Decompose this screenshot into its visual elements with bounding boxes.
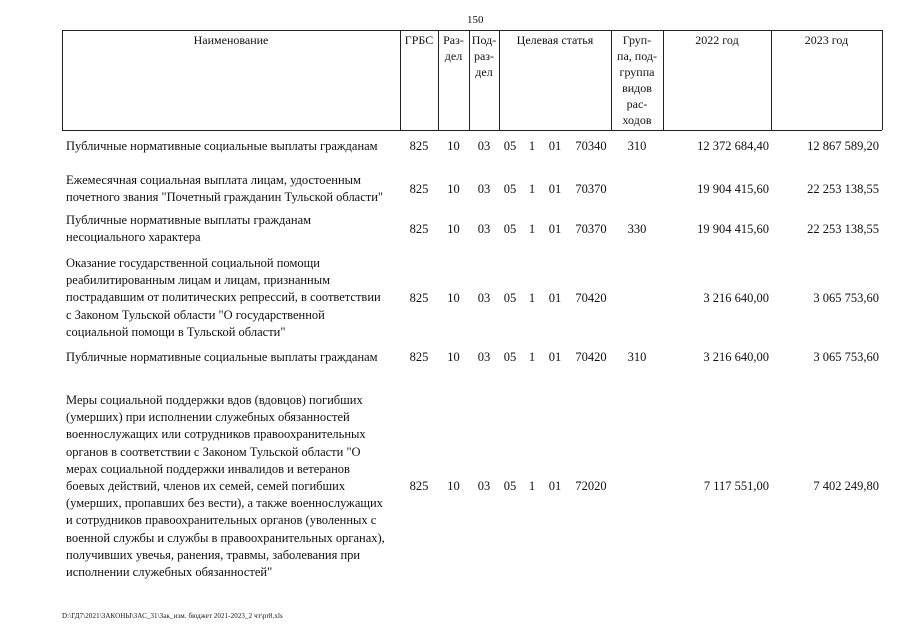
row-cell-cs-2: 01 <box>548 290 562 305</box>
header-podrazdel-line: раз- <box>473 49 495 63</box>
row-cell-cs-1: 1 <box>528 221 536 236</box>
header-bottom-border <box>62 130 882 131</box>
row-cell-podrazdel: 03 <box>477 221 491 236</box>
row-name-line: Меры социальной поддержки вдов (вдовцов) погибших <box>66 393 363 407</box>
row-name <box>66 172 406 206</box>
header-2023: 2023 год <box>804 33 849 47</box>
header-gruppa <box>611 32 663 128</box>
row-name-line: почетного звания "Почетный гражданин Тульской области" <box>66 190 384 205</box>
row-name-line: (умерших, пропавших без вести), а также военнослужащих <box>66 496 383 511</box>
row-name-line: Публичные нормативные социальные выплаты гражданам <box>66 139 378 153</box>
row-cell-cs-2: 01 <box>548 139 562 154</box>
header-gruppa-line: па, под- <box>617 49 657 63</box>
row-cell-cs-3: 70420 <box>575 290 607 305</box>
header-gruppa-line: рас- <box>626 97 648 111</box>
row-cell-razdel: 10 <box>447 221 460 236</box>
row-cell-cs-3: 72020 <box>575 479 607 494</box>
header-2022: 2022 год <box>695 33 739 47</box>
row-cell-v2022: 19 904 415,60 <box>697 221 769 236</box>
header-name: Наименование <box>193 33 269 47</box>
row-name <box>66 349 406 366</box>
row-name-line: мерах социальной поддержки инвалидов и ветеранов <box>66 461 350 476</box>
header-podrazdel-line: дел <box>475 65 493 79</box>
row-name-line: и сотрудников правоохранительных органов (уволенных с <box>66 513 377 528</box>
row-cell-cs-3: 70420 <box>575 350 607 365</box>
row-cell-grbs: 825 <box>409 479 429 494</box>
row-cell-grbs: 825 <box>409 181 429 196</box>
row-cell-gruppa: 330 <box>627 221 647 236</box>
row-cell-razdel: 10 <box>447 479 460 494</box>
row-name <box>66 138 406 155</box>
row-cell-gruppa: 310 <box>627 350 647 365</box>
row-cell-v2022: 3 216 640,00 <box>703 290 769 305</box>
row-name-line: реабилитированным лицам и лицам, признанным <box>66 273 331 288</box>
row-name-line: социальной помощи в Тульской области" <box>66 324 286 339</box>
row-cell-cs-0: 05 <box>503 221 517 236</box>
row-cell-cs-3: 70340 <box>575 139 607 154</box>
row-cell-cs-1: 1 <box>528 350 536 365</box>
row-cell-cs-0: 05 <box>503 350 517 365</box>
row-cell-razdel: 10 <box>447 290 460 305</box>
header-podrazdel <box>469 32 499 80</box>
row-name-line: получивших увечья, ранения, травмы, заболевания при <box>66 547 361 562</box>
row-cell-razdel: 10 <box>447 350 460 365</box>
header-razdel-line: дел <box>444 49 463 63</box>
row-name <box>66 255 406 341</box>
row-cell-cs-0: 05 <box>503 139 517 154</box>
header-razdel-line: Раз- <box>443 33 464 47</box>
row-name-line: пострадавшим от политических репрессий, в соответствии <box>66 290 381 305</box>
row-cell-cs-0: 05 <box>503 181 517 196</box>
row-name-line: Публичные нормативные социальные выплаты гражданам <box>66 350 378 364</box>
row-cell-gruppa: 310 <box>627 139 647 154</box>
row-cell-grbs: 825 <box>409 221 429 236</box>
row-cell-v2022: 19 904 415,60 <box>697 181 769 196</box>
header-podrazdel-line: Под- <box>471 33 497 47</box>
row-cell-grbs: 825 <box>409 290 429 305</box>
col-divider <box>882 30 883 130</box>
row-cell-razdel: 10 <box>447 181 460 196</box>
row-name <box>66 212 406 246</box>
row-cell-cs-1: 1 <box>528 479 536 494</box>
row-cell-podrazdel: 03 <box>477 139 491 154</box>
row-cell-cs-1: 1 <box>528 290 536 305</box>
row-cell-grbs: 825 <box>409 350 429 365</box>
row-cell-v2022: 3 216 640,00 <box>703 350 769 365</box>
row-cell-v2023: 22 253 138,55 <box>807 221 879 236</box>
row-cell-razdel: 10 <box>447 139 460 154</box>
row-name-line: Оказание государственной социальной помощи <box>66 256 320 270</box>
row-name-line: исполнении служебных обязанностей" <box>66 565 273 580</box>
row-cell-cs-0: 05 <box>503 479 517 494</box>
row-cell-v2022: 12 372 684,40 <box>697 139 769 154</box>
row-cell-v2023: 7 402 249,80 <box>813 479 879 494</box>
row-name-line: Ежемесячная социальная выплата лицам, удостоенным <box>66 173 361 187</box>
row-cell-podrazdel: 03 <box>477 350 491 365</box>
row-cell-podrazdel: 03 <box>477 181 491 196</box>
row-cell-v2023: 3 065 753,60 <box>813 350 879 365</box>
row-name-line: боевых действий, членов их семей, семей погибших <box>66 479 346 494</box>
row-name-line: органов в соответствии с Законом Тульской области "О <box>66 444 361 459</box>
row-cell-v2022: 7 117 551,00 <box>703 479 769 494</box>
row-name-line: Публичные нормативные выплаты гражданам <box>66 213 312 227</box>
row-name-line: военнослужащих или сотрудников правоохранительных <box>66 427 366 442</box>
footer-path: D:\ГД7\2021\ЗАКОНЫ\ЗАС_31\Зак_изм. бюджет 2021-2023_2 чт\pr8.xls <box>62 612 283 620</box>
row-cell-cs-3: 70370 <box>575 221 607 236</box>
row-cell-grbs: 825 <box>409 139 429 154</box>
header-gruppa-line: группа <box>619 65 655 79</box>
row-cell-v2023: 22 253 138,55 <box>807 181 879 196</box>
row-name <box>66 392 406 581</box>
row-cell-v2023: 12 867 589,20 <box>807 139 879 154</box>
header-gruppa-line: Груп- <box>622 33 652 47</box>
row-cell-podrazdel: 03 <box>477 290 491 305</box>
row-name-line: (умерших) при исполнении служебных обязанностей <box>66 410 350 425</box>
row-cell-cs-2: 01 <box>548 350 562 365</box>
row-cell-v2023: 3 065 753,60 <box>813 290 879 305</box>
row-cell-cs-0: 05 <box>503 290 517 305</box>
header-top-border <box>62 30 882 31</box>
row-cell-cs-2: 01 <box>548 479 562 494</box>
header-celevaya: Целевая статья <box>516 33 594 47</box>
header-gruppa-line: ходов <box>622 113 652 127</box>
row-name-line: с Законом Тульской области "О государственной <box>66 307 325 322</box>
page-number: 150 <box>467 14 484 26</box>
row-name-line: военной службы и службы в правоохранительных органах), <box>66 530 385 545</box>
row-cell-cs-3: 70370 <box>575 181 607 196</box>
header-gruppa-line: видов <box>622 81 652 95</box>
header-razdel <box>438 32 469 64</box>
row-name-line: несоциального характера <box>66 230 201 245</box>
row-cell-cs-2: 01 <box>548 221 562 236</box>
row-cell-cs-1: 1 <box>528 139 536 154</box>
row-cell-cs-2: 01 <box>548 181 562 196</box>
row-cell-cs-1: 1 <box>528 181 536 196</box>
row-cell-podrazdel: 03 <box>477 479 491 494</box>
header-grbs: ГРБС <box>404 33 434 47</box>
